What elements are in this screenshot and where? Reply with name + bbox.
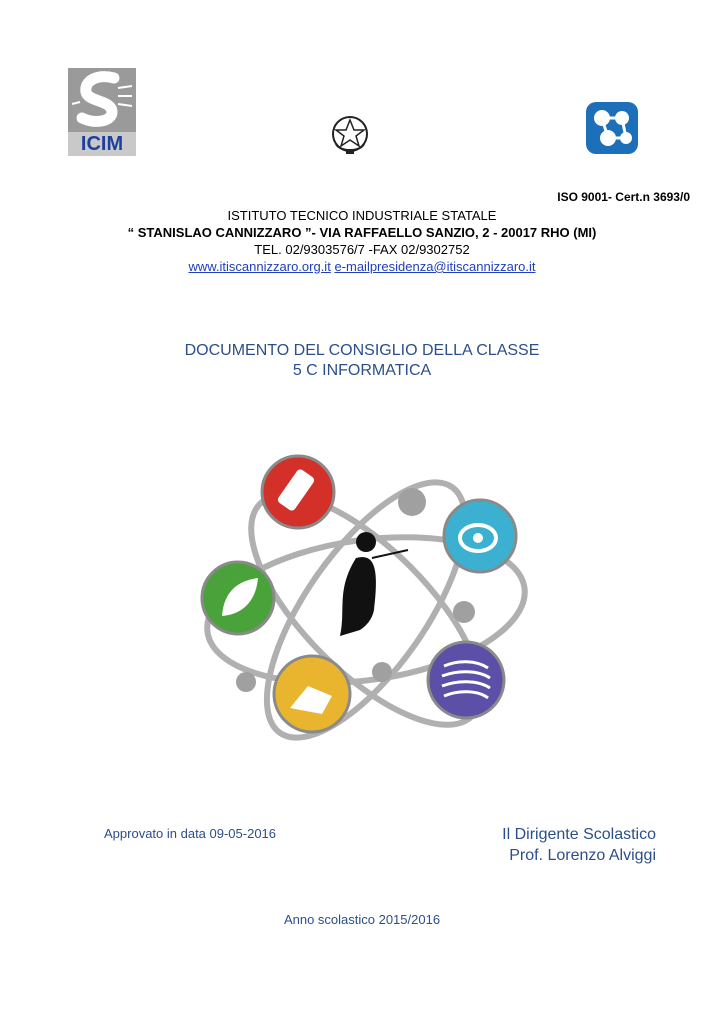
fingerprint-icon <box>428 642 504 718</box>
website-link[interactable]: www.itiscannizzaro.org.it <box>188 259 331 274</box>
school-year: Anno scolastico 2015/2016 <box>283 912 441 927</box>
signature-block <box>502 824 656 866</box>
molecule-logo-icon <box>584 100 640 156</box>
email-link[interactable]: e-mailpresidenza@itiscannizzaro.it <box>334 259 536 274</box>
certification-text: ISO 9001- Cert.n 3693/0 <box>557 190 690 204</box>
leaf-icon <box>202 562 274 634</box>
flask-icon <box>274 656 350 732</box>
italian-republic-emblem-icon <box>330 114 370 156</box>
mouse-icon <box>444 500 516 572</box>
dirigente-name: Prof. Lorenzo Alviggi <box>509 847 656 864</box>
school-name-address: “ STANISLAO CANNIZZARO ”- VIA RAFFAELLO SANZIO, 2 - 20017 RHO (MI) <box>127 225 597 240</box>
icim-logo <box>68 68 136 156</box>
school-contacts: TEL. 02/9303576/7 -FAX 02/9302752 <box>254 242 470 257</box>
school-links <box>0 259 724 274</box>
approval-date: Approvato in data 09-05-2016 <box>104 826 277 841</box>
school-type: ISTITUTO TECNICO INDUSTRIALE STATALE <box>227 208 497 223</box>
document-class: 5 C INFORMATICA <box>292 362 432 379</box>
document-title: DOCUMENTO DEL CONSIGLIO DELLA CLASSE <box>184 342 540 359</box>
icim-logo-text: ICIM <box>80 133 124 155</box>
informatica-atom-logo <box>196 450 536 760</box>
person-i-icon <box>340 532 408 636</box>
dirigente-role: Il Dirigente Scolastico <box>502 826 656 843</box>
bottle-icon <box>262 456 334 528</box>
